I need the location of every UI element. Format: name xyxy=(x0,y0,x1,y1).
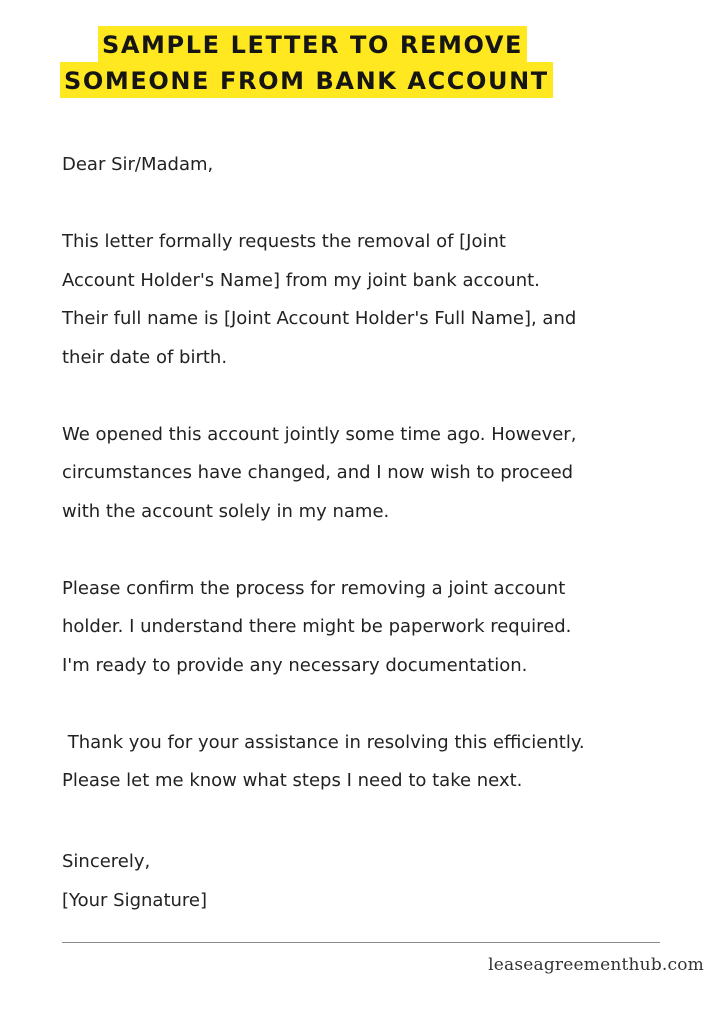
paragraph-line: This letter formally requests the removal of [Joint xyxy=(62,231,506,252)
title-line-1: SAMPLE LETTER TO REMOVE xyxy=(98,26,527,62)
letter-body xyxy=(62,146,702,839)
paragraph-line: Please let me know what steps I need to take next. xyxy=(62,770,523,791)
salutation-text: Dear Sir/Madam, xyxy=(62,154,214,175)
paragraph-line: Thank you for your assistance in resolving this efficiently. xyxy=(62,731,585,753)
signature-placeholder: [Your Signature] xyxy=(62,889,208,911)
paragraph-line: holder. I understand there might be paperwork required. xyxy=(62,616,572,637)
paragraph-2 xyxy=(62,416,702,532)
paragraph-line: I'm ready to provide any necessary documentation. xyxy=(62,654,528,676)
paragraph-line: their date of birth. xyxy=(62,346,228,368)
closing-text: Sincerely, xyxy=(62,851,151,872)
paragraph-3 xyxy=(62,570,702,686)
footer-website: leaseagreementhub.com xyxy=(488,955,704,975)
salutation xyxy=(62,146,702,185)
paragraph-line: with the account solely in my name. xyxy=(62,500,390,522)
paragraph-1 xyxy=(62,223,702,377)
letter-closing xyxy=(62,843,207,920)
paragraph-line: Please confirm the process for removing a joint account xyxy=(62,577,566,599)
paragraph-line: Their full name is [Joint Account Holder's Full Name], and xyxy=(62,308,577,329)
paragraph-4 xyxy=(62,724,702,801)
paragraph-line: Account Holder's Name] from my joint bank account. xyxy=(62,269,540,291)
paragraph-line: We opened this account jointly some time ago. However, xyxy=(62,423,577,445)
footer-divider xyxy=(62,942,660,943)
paragraph-line: circumstances have changed, and I now wish to proceed xyxy=(62,462,574,483)
page-title xyxy=(60,26,660,98)
title-line-2: SOMEONE FROM BANK ACCOUNT xyxy=(60,62,553,98)
